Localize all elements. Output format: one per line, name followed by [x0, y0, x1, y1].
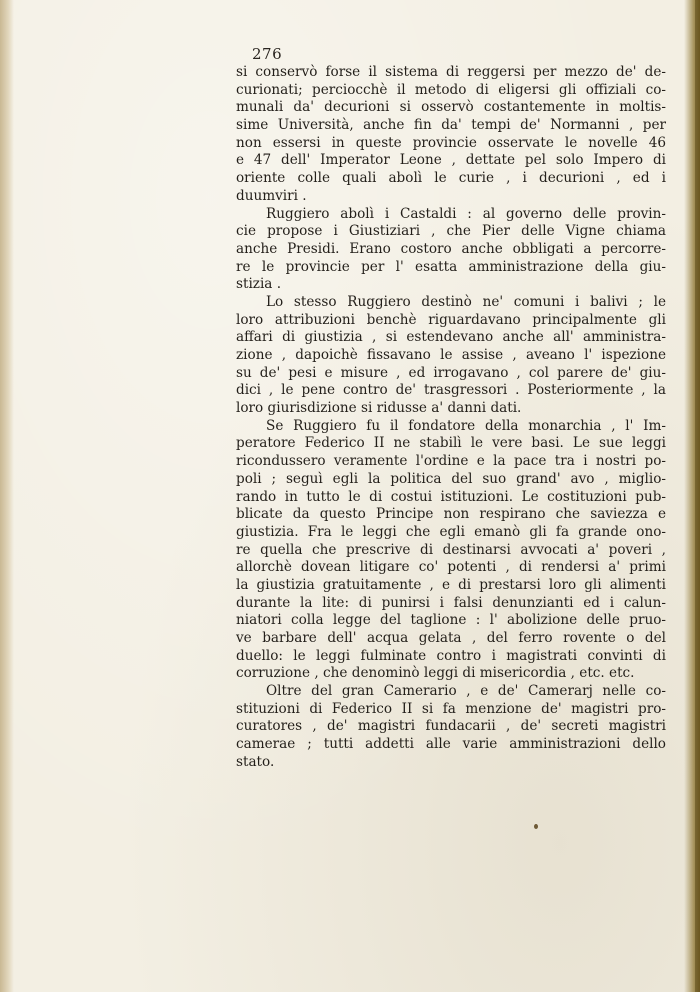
text-line: camerae ; tutti addetti alle varie amministrazioni dello [236, 736, 666, 753]
text-line: loro attribuzioni benchè riguardavano principalmente gli [236, 311, 666, 328]
text-line: oriente colle quali abolì le curie , i decurioni , ed i [236, 170, 666, 187]
text-line: la giustizia gratuitamente , e di prestarsi loro gli alimenti [236, 576, 666, 593]
binding-shadow [0, 0, 14, 992]
text-line: blicate da questo Principe non respirano che saviezza e [236, 506, 666, 523]
text-line: e 47 dell' Imperator Leone , dettate pel solo Impero di [236, 152, 666, 169]
text-line: si conservò forse il sistema di reggersi per mezzo de' de- [236, 64, 666, 80]
text-line: giustizia. Fra le leggi che egli emanò gli fa grande ono- [236, 523, 666, 540]
text-line: durante la lite: di punirsi i falsi denunzianti ed i calun- [236, 594, 666, 611]
text-line: ricondussero veramente l'ordine e la pace tra i nostri po- [236, 453, 666, 470]
text-line: Ruggiero abolì i Castaldi : al governo delle provin- [266, 205, 666, 222]
text-line: stizia . [236, 276, 282, 293]
text-line: su de' pesi e misure , ed irrogavano , col parere de' giu- [236, 364, 666, 381]
text-line: stituzioni di Federico II si fa menzione de' magistri pro- [236, 700, 666, 717]
text-line: curionati; perciocchè il metodo di eligersi gli offiziali co- [236, 81, 666, 98]
text-line: loro giurisdizione si ridusse a' danni dati. [236, 400, 522, 417]
text-line: duumviri . [236, 187, 307, 204]
text-line: duello: le leggi fulminate contro i magistrati convinti di [236, 647, 666, 664]
text-line: cie propose i Giustiziari , che Pier delle Vigne chiama [236, 223, 666, 240]
text-line: re quella che prescrive di destinarsi avvocati a' poveri , [236, 541, 666, 558]
body-text [236, 64, 666, 772]
text-line: stato. [236, 753, 275, 770]
text-line: curatores , de' magistri fundacarii , de' secreti magistri [236, 718, 666, 735]
text-line: Se Ruggiero fu il fondatore della monarchia , l' Im- [266, 417, 666, 434]
text-line: Oltre del gran Camerario , e de' Camerarj nelle co- [266, 683, 666, 700]
text-line: re le provincie per l' esatta amministrazione della giu- [236, 258, 666, 275]
text-line: rando in tutto le di costui istituzioni. Le costituzioni pub- [236, 488, 666, 505]
text-line: sime Università, anche fin da' tempi de' Normanni , per [236, 117, 666, 134]
text-line: allorchè dovean litigare co' potenti , di rendersi a' primi [236, 559, 666, 576]
text-line: affari di giustizia , si estendevano anche all' amministra- [236, 329, 666, 346]
paper-speck [534, 824, 538, 829]
text-line: poli ; seguì egli la politica del suo grand' avo , miglio- [236, 470, 666, 487]
text-line: munali da' decurioni si osservò costantemente in moltis- [236, 99, 666, 116]
text-line: niatori colla legge del taglione : l' abolizione delle pruo- [236, 612, 666, 629]
text-line: peratore Federico II ne stabilì le vere basi. Le sue leggi [236, 435, 666, 452]
text-line: zione , dapoichè fissavano le assise , aveano l' ispezione [236, 347, 666, 363]
page-edge-strip [695, 0, 700, 992]
page-number: 276 [252, 45, 283, 63]
text-line: ve barbare dell' acqua gelata , del ferro rovente o del [236, 630, 666, 646]
text-line: dici , le pene contro de' trasgressori . Posteriormente , la [236, 382, 666, 399]
text-line: anche Presidi. Erano costoro anche obbligati a percorre- [236, 240, 666, 257]
text-line: corruzione , che denominò leggi di misericordia , etc. etc. [236, 665, 635, 682]
text-line: Lo stesso Ruggiero destinò ne' comuni i balivi ; le [266, 293, 666, 310]
text-line: non essersi in queste provincie osservate le novelle 46 [236, 134, 666, 151]
